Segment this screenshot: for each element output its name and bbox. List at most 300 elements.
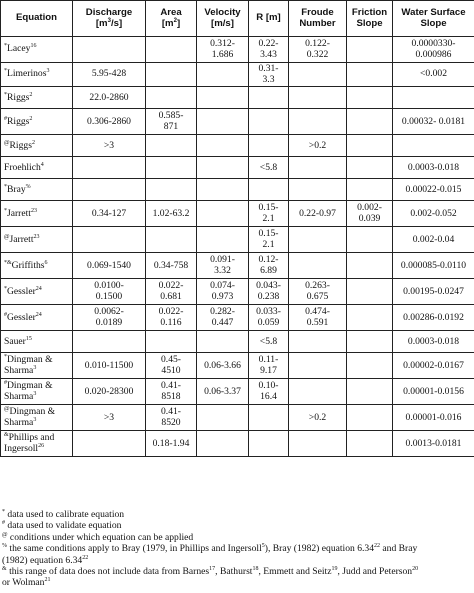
cell-text-line: 5.95-428 [91,68,127,80]
r-cell [249,353,289,379]
velocity-cell [197,87,249,109]
equation-prefix: # [4,311,7,318]
equation-name: Sharma [4,364,34,376]
froude-cell [289,109,347,135]
velocity-cell [197,227,249,253]
area-cell [146,201,197,227]
cell-text-line: 0.45- [161,354,181,366]
table-row [1,63,474,87]
area-cell [146,157,197,179]
froude-cell [289,37,347,63]
cell-text-line: 3.3 [262,73,275,85]
froude-cell [289,227,347,253]
cell-text-line: 0.0003-0.018 [407,161,460,173]
ws-cell [393,63,474,87]
footnote-line [2,509,474,520]
footnote-text: , Judd and Peterson [337,566,413,578]
footnote-text: data used to validate equation [5,520,122,532]
area-cell [146,331,197,353]
equation-reference: 3 [46,68,50,75]
equation-reference: % [25,183,31,190]
velocity-cell [197,63,249,87]
cell-text-line: 3.32 [214,264,231,276]
velocity-cell [197,405,249,431]
discharge-cell [73,179,146,201]
r-cell [249,63,289,87]
cell-text-line: 0.00286-0.0192 [403,311,464,323]
cell-text-line: 0.000085-0.0110 [400,259,467,271]
cell-text-line: 0.34-127 [91,207,127,219]
froude-cell [289,353,347,379]
cell-text-line: 2.1 [262,212,275,224]
equation-cell [1,201,73,227]
cell-text-line: 0.282- [210,306,235,318]
friction-cell [347,253,393,279]
cell-text-line: 0.116 [160,316,182,328]
froude-cell [289,379,347,405]
equation-reference: 3 [33,416,37,423]
discharge-cell [73,87,146,109]
velocity-cell [197,305,249,331]
cell-text-line: 22.0-2860 [89,91,129,103]
froude-cell [289,157,347,179]
cell-text-line: 0.00001-0.0156 [403,385,464,397]
equation-prefix: * [4,354,7,361]
ws-cell [393,157,474,179]
r-cell [249,379,289,405]
cell-text-line: >3 [103,411,115,423]
cell-text-line: >0.2 [308,139,327,151]
header-r: R [m] [249,1,289,37]
friction-cell [347,405,393,431]
table-row [1,109,474,135]
ws-cell [393,227,474,253]
friction-cell [347,179,393,201]
area-cell [146,253,197,279]
equation-cell [1,109,73,135]
r-cell [249,201,289,227]
discharge-cell [73,135,146,157]
cell-text-line: 0.681 [160,290,182,302]
r-cell [249,227,289,253]
r-cell [249,405,289,431]
froude-cell [289,253,347,279]
discharge-cell [73,227,146,253]
equation-prefix: *& [4,259,12,266]
cell-text-line: 0.000986 [415,48,452,60]
equation-cell [1,331,73,353]
discharge-cell [73,253,146,279]
friction-cell [347,201,393,227]
cell-text-line: 0.039 [358,212,381,224]
footnote-symbol: & [2,565,7,572]
discharge-cell [73,353,146,379]
cell-text-line: 0.474- [305,306,330,318]
froude-cell [289,431,347,457]
equation-name: Dingman & [9,406,56,418]
cell-text-line: 0.043- [256,280,281,292]
area-cell [146,279,197,305]
cell-text-line: 871 [163,120,179,132]
equation-reference: 2 [29,115,33,122]
area-cell [146,63,197,87]
cell-text-line: 0.22- [258,37,279,49]
footnote-symbol: @ [2,531,8,538]
equation-reference: 2 [29,91,33,98]
ws-cell [393,135,474,157]
equation-name: Dingman & [7,354,53,366]
equation-prefix: * [4,42,7,49]
footnote-line [2,532,474,543]
equation-reference: 24 [35,285,42,292]
footnote-line [2,520,474,531]
cell-text-line: 0.059 [257,316,280,328]
area-cell [146,37,197,63]
froude-cell [289,87,347,109]
equation-reference: 23 [33,233,40,240]
cell-text-line: <0.002 [420,68,447,80]
cell-text-line: 0.06-3.66 [204,359,241,371]
equation-reference: 26 [38,442,45,449]
equation-reference: 15 [25,335,32,342]
equation-prefix: * [4,285,7,292]
r-cell [249,253,289,279]
velocity-cell [197,353,249,379]
velocity-cell [197,201,249,227]
footnote-reference: 22 [82,554,89,561]
ws-cell [393,331,474,353]
ws-cell [393,379,474,405]
area-cell [146,379,197,405]
cell-text-line: 0.12- [258,254,279,266]
discharge-cell [73,109,146,135]
cell-text-line: 0.10- [258,380,279,392]
ws-cell [393,87,474,109]
footnote-line [2,566,474,577]
equation-prefix: * [4,207,7,214]
cell-text-line: <5.8 [259,161,278,173]
discharge-cell [73,63,146,87]
table-row [1,157,474,179]
cell-text-line: 0.263- [305,280,330,292]
ws-cell [393,37,474,63]
discharge-cell [73,379,146,405]
area-cell [146,405,197,431]
footnote-text: and Bray [380,543,418,555]
footnote-text: this range of data does not include data from Barnes [6,566,210,578]
table-row [1,253,474,279]
ws-cell [393,279,474,305]
equation-name: Sharma [4,416,34,428]
table-row [1,227,474,253]
cell-text-line: >3 [103,139,115,151]
equation-cell [1,405,73,431]
table-row [1,279,474,305]
ws-cell [393,405,474,431]
area-cell [146,227,197,253]
friction-cell [347,63,393,87]
header-row [1,1,474,37]
footnote-line [2,555,474,566]
cell-text-line: 0.41- [161,380,181,392]
equation-cell [1,179,73,201]
friction-cell [347,109,393,135]
friction-cell [347,135,393,157]
discharge-cell [73,305,146,331]
cell-text-line: 0.22-0.97 [299,207,336,219]
equation-name: Griffiths [11,259,45,271]
r-cell [249,37,289,63]
velocity-cell [197,37,249,63]
r-cell [249,87,289,109]
footnote-line [2,543,474,554]
equation-reference: 4 [40,161,44,168]
cell-text-line: 0.0062- [94,306,124,318]
footnote-line [2,577,474,588]
cell-text-line: 0.020-28300 [84,385,134,397]
cell-text-line: 0.0189 [95,316,123,328]
header-discharge: Discharge $[m^3/s]$ [73,1,146,37]
ws-cell [393,179,474,201]
equation-cell [1,37,73,63]
equation-reference: 3 [33,364,37,371]
footnote-text: conditions under which equation can be applied [7,531,194,543]
footnote-reference: 19 [331,565,338,572]
friction-cell [347,331,393,353]
cell-text-line: 8518 [161,390,181,402]
equation-cell [1,353,73,379]
table-row [1,353,474,379]
equation-reference: 24 [35,311,42,318]
ws-cell [393,253,474,279]
discharge-cell [73,157,146,179]
r-cell [249,331,289,353]
froude-cell [289,331,347,353]
equation-prefix: * [4,91,7,98]
cell-text-line: 0.022- [158,306,184,318]
table-row [1,135,474,157]
froude-cell [289,305,347,331]
table-row [1,37,474,63]
discharge-cell [73,331,146,353]
cell-text-line: <5.8 [259,335,278,347]
r-cell [249,279,289,305]
equation-name: Ingersoll [4,442,39,454]
equation-name: Limerinos [7,68,47,80]
ws-cell [393,201,474,227]
froude-cell [289,135,347,157]
discharge-cell [73,431,146,457]
cell-text-line: 0.1500 [95,290,123,302]
equation-reference: 23 [30,207,37,214]
r-cell [249,179,289,201]
velocity-cell [197,253,249,279]
cell-text-line: 0.069-1540 [87,259,131,271]
froude-cell [289,179,347,201]
cell-text-line: 0.010-11500 [84,359,134,371]
equation-name: Phillips and [8,432,55,444]
cell-text-line: 0.15- [258,202,279,214]
r-cell [249,431,289,457]
discharge-cell [73,279,146,305]
friction-cell [347,305,393,331]
footnote-text: (1982) equation 6.34 [2,554,83,566]
footnote-reference: 20 [412,565,419,572]
cell-text-line: 0.306-2860 [87,115,131,127]
cell-text-line: 1.02-63.2 [152,207,190,219]
area-cell [146,353,197,379]
froude-cell [289,405,347,431]
equation-name: Riggs [7,91,30,103]
cell-text-line: 0.002-0.052 [410,207,457,219]
cell-text-line: 0.591 [306,316,329,328]
velocity-cell [197,279,249,305]
friction-cell [347,353,393,379]
equation-name: Jarrett [9,233,34,245]
equation-prefix: @ [4,233,10,240]
equation-prefix: * [4,183,7,190]
footnote-symbol: * [2,508,5,515]
cell-text-line: 0.0000330- [411,37,456,49]
friction-cell [347,379,393,405]
equation-cell [1,279,73,305]
cell-text-line: 0.00195-0.0247 [403,285,464,297]
header-water-surface-slope: Water Surface Slope [393,1,474,37]
equation-cell [1,227,73,253]
cell-text-line: 0.675 [306,290,329,302]
cell-text-line: 16.4 [260,390,277,402]
cell-text-line: 0.00001-0.016 [405,411,462,423]
ws-cell [393,431,474,457]
header-area: Area $[m^2]$ [146,1,197,37]
equation-name: Jarrett [7,207,31,219]
table-row [1,331,474,353]
friction-cell [347,87,393,109]
cell-text-line: 0.973 [211,290,234,302]
cell-text-line: 0.0100- [94,280,124,292]
cell-text-line: 4510 [161,364,181,376]
footnote-text: , Bathurst [215,566,253,578]
header-equation: Equation [1,1,73,37]
cell-text-line: 0.06-3.37 [204,385,241,397]
cell-text-line: 0.322 [306,48,329,60]
friction-cell [347,157,393,179]
table-row [1,305,474,331]
footnote-text: , Emmett and Seitz [258,566,332,578]
velocity-cell [197,135,249,157]
header-velocity: Velocity [m/s] [197,1,249,37]
equation-name: Gessler [7,311,36,323]
friction-cell [347,431,393,457]
equation-cell [1,253,73,279]
footnote-reference: 17 [209,565,216,572]
cell-text-line: 0.091- [210,254,235,266]
friction-cell [347,227,393,253]
r-cell [249,109,289,135]
equation-cell [1,431,73,457]
cell-text-line: 0.00022-0.015 [405,183,462,195]
equation-cell [1,379,73,405]
velocity-cell [197,431,249,457]
equation-cell [1,157,73,179]
equation-cell [1,135,73,157]
cell-text-line: 0.002-0.04 [412,233,455,245]
footnote-text: the same conditions apply to Bray (1979, in Phillips and Ingersoll [7,543,262,555]
cell-text-line: 0.00002-0.0167 [403,359,464,371]
cell-text-line: 0.585- [158,110,184,122]
ws-cell [393,305,474,331]
equation-name: Bray [7,183,26,195]
equation-name: Lacey [7,43,31,55]
equation-name: Sauer [4,335,26,347]
footnote-reference: 21 [44,577,51,584]
equation-cell [1,305,73,331]
cell-text-line: 1.686 [211,48,234,60]
cell-text-line: 0.15- [258,228,279,240]
discharge-cell [73,201,146,227]
header-friction-slope: Friction Slope [347,1,393,37]
equation-prefix: @ [4,139,10,146]
cell-text-line: 0.41- [161,406,181,418]
area-cell [146,87,197,109]
equation-prefix: * [4,68,7,75]
cell-text-line: 0.033- [256,306,281,318]
cell-text-line: 3.43 [260,48,277,60]
equation-name: Sharma [4,390,34,402]
froude-cell [289,63,347,87]
equation-reference: 6 [44,259,48,266]
cell-text-line: >0.2 [308,411,327,423]
cell-text-line: 0.0003-0.018 [407,335,460,347]
equation-name: Gessler [7,285,36,297]
footnote-text: ), Bray (1982) equation 6.34 [264,543,374,555]
ws-cell [393,109,474,135]
velocity-cell [197,179,249,201]
cell-text-line: 0.18-1.94 [152,437,190,449]
equation-prefix: @ [4,406,10,413]
cell-text-line: 0.31- [258,63,279,74]
cell-text-line: 0.447 [211,316,234,328]
cell-text-line: 6.89 [260,264,277,276]
footnote-reference: 22 [374,543,380,550]
equation-reference: 2 [31,139,35,146]
cell-text-line: 0.0013-0.0181 [405,437,462,449]
cell-text-line: 0.34-758 [153,259,189,271]
footnote-reference: 18 [252,565,259,572]
discharge-cell [73,405,146,431]
area-cell [146,179,197,201]
equation-cell [1,87,73,109]
ws-cell [393,353,474,379]
table-row [1,179,474,201]
cell-text-line: 0.022- [158,280,184,292]
area-cell [146,135,197,157]
footnote-reference: 5 [261,543,265,550]
equation-prefix: # [4,115,7,122]
equation-reference: 16 [30,42,37,49]
table-row [1,87,474,109]
r-cell [249,135,289,157]
cell-text-line: 0.238 [257,290,280,302]
froude-cell [289,279,347,305]
friction-cell [347,279,393,305]
velocity-cell [197,331,249,353]
footnote-symbol: % [2,543,7,550]
table-row [1,431,474,457]
friction-cell [347,37,393,63]
cell-text-line: 0.312- [210,37,235,49]
cell-text-line: 0.122- [305,37,330,49]
